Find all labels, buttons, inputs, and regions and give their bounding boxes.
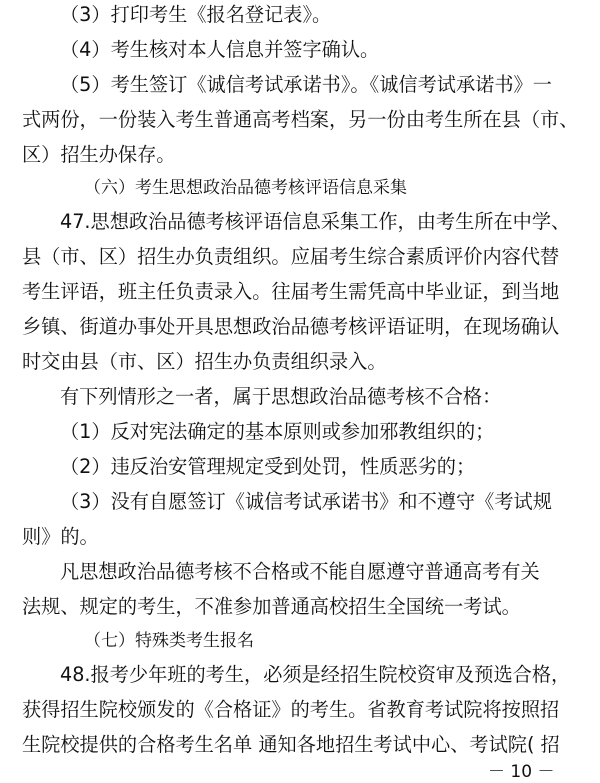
item-5-sign-pledge-line-2: 式两份，一份装入考生普通高考档案，另一份由考生所在县（市、 — [22, 108, 579, 131]
ban-para-line-1: 凡思想政治品德考核不合格或不能自愿遵守普通高考有关 — [60, 560, 540, 583]
para-47-line-5: 时交由县（市、区）招生办负责组织录入。 — [22, 350, 387, 373]
section-heading-6: （六）考生思想政治品德考核评语信息采集 — [84, 178, 407, 198]
para-47-line-4: 乡镇、街道办事处开具思想政治品德考核评语证明，在现场确认 — [22, 315, 560, 338]
ban-para-line-2: 法规、规定的考生，不准参加普通高校招生全国统一考试。 — [22, 595, 521, 618]
disqualify-intro: 有下列情形之一者，属于思想政治品德考核不合格： — [60, 385, 502, 408]
para-47-line-1: 47.思想政治品德考核评语信息采集工作，由考生所在中学、 — [60, 210, 571, 233]
para-48-line-2: 获得招生院校颁发的《合格证》的考生。省教育考试院将按照招 — [22, 698, 560, 721]
para-48-line-1: 48.报考少年班的考生，必须是经招生院校资审及预选合格， — [60, 663, 571, 686]
disqualify-item-1: （1）反对宪法确定的基本原则或参加邪教组织的； — [60, 420, 495, 443]
disqualify-item-2: （2）违反治安管理规定受到处罚，性质恶劣的； — [60, 455, 476, 478]
disqualify-item-3-line-2: 则》的。 — [22, 525, 99, 548]
para-47-line-2: 县（市、区）招生办负责组织。应届考生综合素质评价内容代替 — [22, 245, 560, 268]
page-number: － 10 － — [488, 762, 555, 782]
item-5-sign-pledge-line-1: （5）考生签订《诚信考试承诺书》。《诚信考试承诺书》一 — [60, 73, 552, 96]
section-heading-7: （七）特殊类考生报名 — [84, 631, 254, 651]
para-48-line-3: 生院校提供的合格考生名单 通知各地招生考试中心、考试院( 招 — [22, 733, 560, 756]
item-3-print-form: （3）打印考生《报名登记表》。 — [60, 3, 332, 26]
item-5-sign-pledge-line-3: 区）招生办保存。 — [22, 143, 176, 166]
disqualify-item-3-line-1: （3）没有自愿签订《诚信考试承诺书》和不遵守《考试规 — [60, 490, 552, 513]
para-47-line-3: 考生评语，班主任负责录入。往届考生需凭高中毕业证，到当地 — [22, 280, 560, 303]
item-4-verify-info: （4）考生核对本人信息并签字确认。 — [60, 38, 380, 61]
